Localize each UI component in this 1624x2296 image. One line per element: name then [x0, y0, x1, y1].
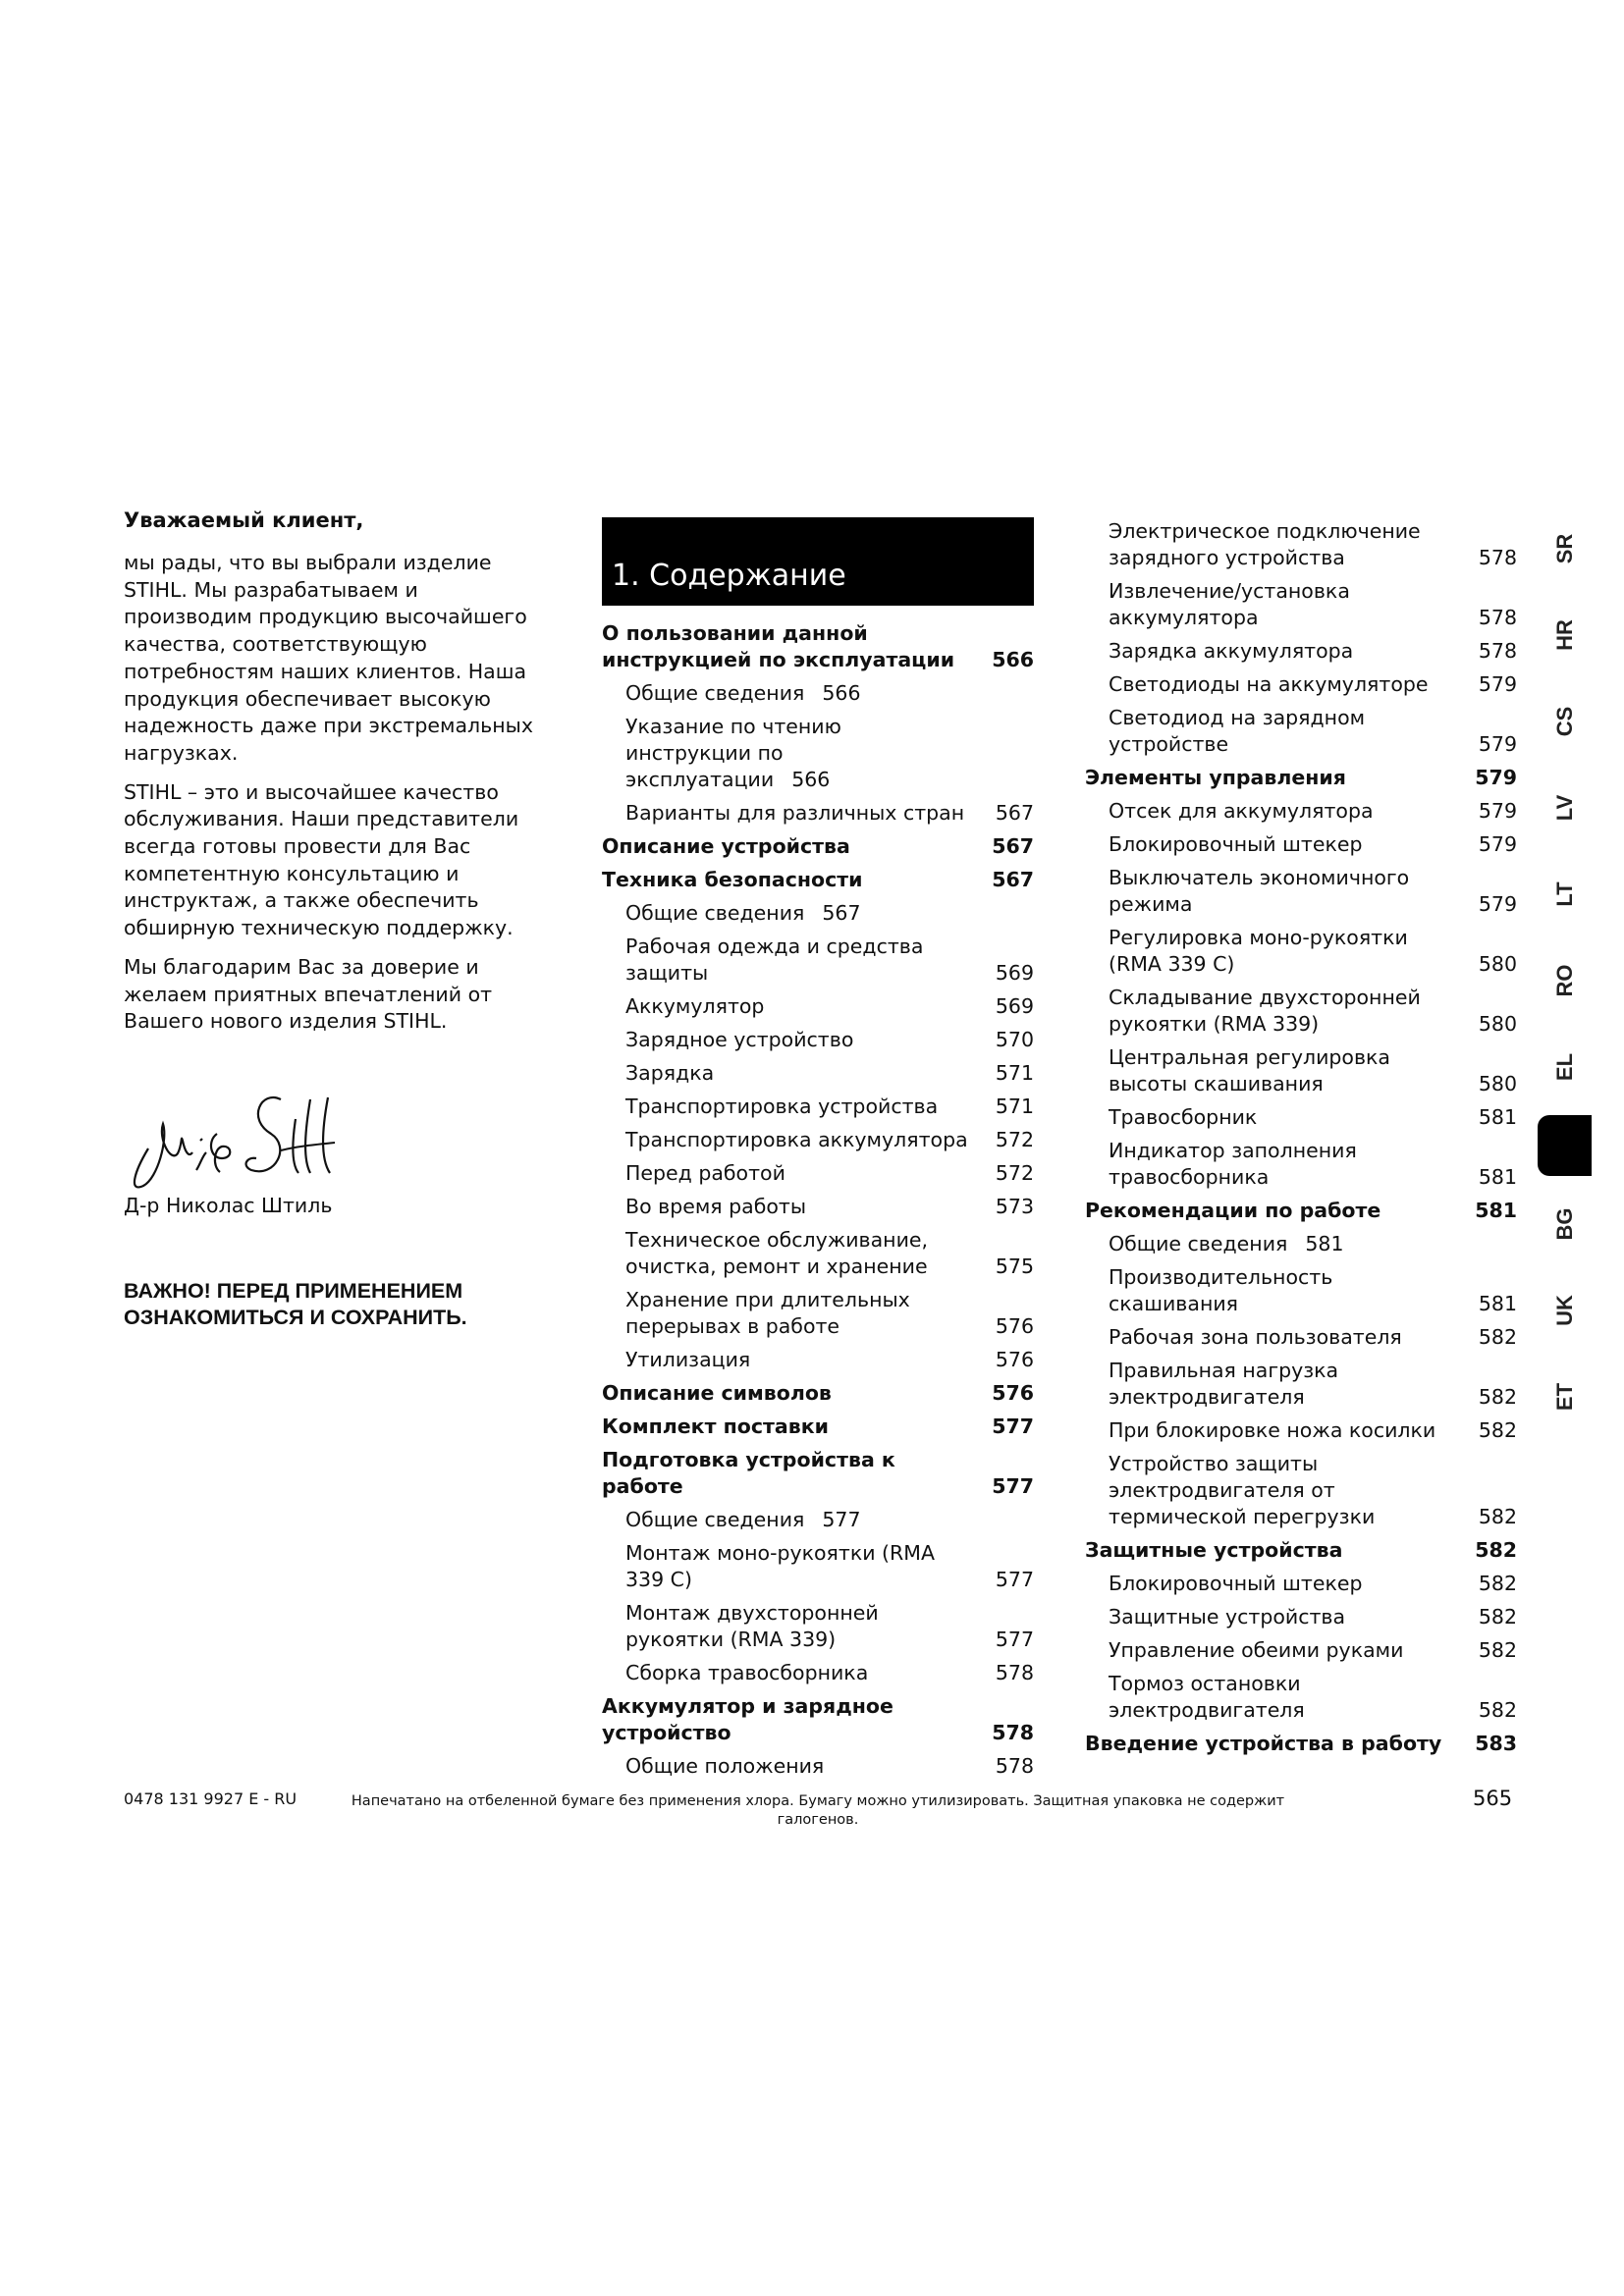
- toc-entry-title: Транспортировка аккумулятора: [625, 1128, 968, 1151]
- toc-subsection-entry[interactable]: [602, 993, 1034, 1020]
- toc-entry-page: 578: [1478, 606, 1517, 629]
- toc-entry-page: 582: [1478, 1325, 1517, 1349]
- toc-entry-title: Блокировочный штекер: [1109, 832, 1363, 856]
- toc-subsection-entry[interactable]: [1085, 1604, 1517, 1630]
- toc-subsection-entry[interactable]: [1085, 1671, 1517, 1724]
- language-tab-label: UK: [1551, 1295, 1577, 1326]
- toc-entry-page: 572: [995, 1128, 1034, 1151]
- toc-entry-page: 581: [1475, 1199, 1517, 1222]
- toc-subsection-entry[interactable]: [1085, 518, 1517, 571]
- toc-entry-title: Устройство защиты электродвигателя от термической перегрузки: [1109, 1452, 1376, 1528]
- toc-entry-title: Перед работой: [625, 1161, 785, 1185]
- toc-section-entry[interactable]: [602, 833, 1034, 860]
- language-tab-label: LV: [1551, 794, 1577, 822]
- toc-subsection-entry[interactable]: [1085, 1451, 1517, 1530]
- language-tab-label: LT: [1551, 881, 1577, 907]
- toc-entry-title: Регулировка моно-рукоятки (RMA 339 C): [1109, 926, 1408, 976]
- toc-section-entry[interactable]: [602, 1380, 1034, 1407]
- toc-entry-page: 575: [995, 1255, 1034, 1278]
- toc-entry-title: Общие положения: [625, 1754, 825, 1778]
- toc-section-entry[interactable]: [1085, 1731, 1517, 1757]
- toc-entry-page: 580: [1478, 1072, 1517, 1095]
- toc-subsection-entry[interactable]: [1085, 925, 1517, 978]
- toc-subsection-entry[interactable]: [1085, 705, 1517, 758]
- toc-subsection-entry[interactable]: [1085, 798, 1517, 825]
- toc-entry-page: 571: [995, 1061, 1034, 1085]
- toc-entry-title: Варианты для различных стран: [625, 801, 965, 825]
- toc-subsection-entry[interactable]: [602, 1660, 1034, 1686]
- toc-entry-title: Индикатор заполнения травосборника: [1109, 1139, 1357, 1189]
- toc-section-entry[interactable]: [602, 867, 1034, 893]
- toc-entry-page: 576: [995, 1314, 1034, 1338]
- toc-heading-bar: [602, 517, 1034, 606]
- toc-entry-page: 572: [995, 1161, 1034, 1185]
- language-tab-label: EL: [1551, 1052, 1577, 1082]
- toc-entry-page: 569: [995, 994, 1034, 1018]
- page-number: 565: [1473, 1787, 1513, 1810]
- welcome-letter: [124, 507, 536, 1047]
- toc-subsection-entry[interactable]: [602, 800, 1034, 827]
- toc-entry-title: Тормоз остановки электродвигателя: [1109, 1672, 1305, 1722]
- toc-entry-page: 566: [992, 648, 1034, 671]
- toc-entry-page: 582: [1478, 1418, 1517, 1442]
- toc-subsection-entry[interactable]: [1085, 1264, 1517, 1317]
- toc-entry-page: 578: [995, 1661, 1034, 1684]
- toc-subsection-entry[interactable]: [602, 1287, 1034, 1340]
- toc-subsection-entry[interactable]: [602, 1540, 1034, 1593]
- toc-section-entry[interactable]: [602, 620, 1034, 673]
- toc-section-entry[interactable]: [1085, 1537, 1517, 1564]
- toc-entry-page: 576: [995, 1348, 1034, 1371]
- footer-note: Напечатано на отбеленной бумаге без применения хлора. Бумагу можно утилизировать. Защитная упаковка не содержит галогенов.: [351, 1793, 1285, 1828]
- language-tab-cs[interactable]: [1538, 691, 1592, 752]
- toc-entry-title: Блокировочный штекер: [1109, 1572, 1363, 1595]
- handwritten-signature: [124, 1080, 350, 1198]
- letter-paragraph-2: STIHL – это и высочайшее качество обслуживания. Наши представители всегда готовы провести для Вас компетентную консультацию и инструктаж, а также обеспечить обширную техническую поддержку.: [124, 779, 519, 940]
- toc-entry-title: Светодиод на зарядном устройстве: [1109, 706, 1366, 756]
- toc-entry-page: 571: [995, 1095, 1034, 1118]
- language-tab-label: SR: [1551, 533, 1577, 564]
- toc-entry-title: Правильная нагрузка электродвигателя: [1109, 1359, 1339, 1409]
- toc-entry-page: 578: [995, 1754, 1034, 1778]
- toc-entry-page: 576: [992, 1381, 1034, 1405]
- language-tab-hr[interactable]: [1538, 605, 1592, 666]
- toc-entry-page: 573: [995, 1195, 1034, 1218]
- toc-entry-page: 582: [1478, 1385, 1517, 1409]
- language-tab-bg[interactable]: [1538, 1194, 1592, 1255]
- toc-entry-page: 569: [995, 961, 1034, 985]
- toc-entry-title: Защитные устройства: [1109, 1605, 1346, 1629]
- toc-entry-title: Общие сведения: [625, 901, 805, 925]
- toc-entry-page: 567: [995, 801, 1034, 825]
- toc-entry-page: 578: [1478, 639, 1517, 663]
- toc-entry-page: 566: [791, 768, 831, 791]
- toc-entry-page: 581: [1305, 1232, 1344, 1255]
- language-tab-lv[interactable]: [1538, 777, 1592, 838]
- toc-entry-page: 577: [995, 1628, 1034, 1651]
- toc-entry-title: О пользовании данной инструкцией по эксплуатации: [602, 621, 955, 671]
- toc-entry-title: Описание символов: [602, 1381, 832, 1405]
- toc-subsection-entry[interactable]: [602, 714, 1034, 793]
- toc-entry-page: 570: [995, 1028, 1034, 1051]
- toc-subsection-entry[interactable]: [1085, 1231, 1517, 1257]
- toc-entry-page: 567: [822, 901, 861, 925]
- toc-subsection-entry[interactable]: [1085, 831, 1517, 858]
- toc-subsection-entry[interactable]: [602, 1060, 1034, 1087]
- toc-entry-title: Техника безопасности: [602, 868, 863, 891]
- toc-subsection-entry[interactable]: [1085, 1637, 1517, 1664]
- toc-subsection-entry[interactable]: [602, 1194, 1034, 1220]
- toc-subsection-entry[interactable]: [602, 1160, 1034, 1187]
- toc-entry-page: 582: [1478, 1638, 1517, 1662]
- toc-subsection-entry[interactable]: [1085, 671, 1517, 698]
- language-tab-label: ET: [1551, 1382, 1577, 1412]
- toc-entry-page: 582: [1478, 1505, 1517, 1528]
- toc-subsection-entry[interactable]: [1085, 1417, 1517, 1444]
- toc-subsection-entry[interactable]: [1085, 1138, 1517, 1191]
- toc-subsection-entry[interactable]: [602, 1753, 1034, 1780]
- language-tab-lt[interactable]: [1538, 864, 1592, 925]
- toc-entry-title: Рабочая зона пользователя: [1109, 1325, 1402, 1349]
- toc-column-right: [1085, 518, 1517, 1764]
- toc-entry-title: Отсек для аккумулятора: [1109, 799, 1374, 823]
- toc-entry-title: Описание устройства: [602, 834, 850, 858]
- toc-subsection-entry[interactable]: [1085, 578, 1517, 631]
- language-tab-label: CS: [1551, 706, 1577, 737]
- greeting-title: Уважаемый клиент,: [124, 508, 364, 532]
- toc-entry-title: Производительность скашивания: [1109, 1265, 1333, 1315]
- toc-entry-page: 566: [822, 681, 861, 705]
- important-notice: ВАЖНО! ПЕРЕД ПРИМЕНЕНИЕМ ОЗНАКОМИТЬСЯ И СОХРАНИТЬ.: [124, 1279, 467, 1329]
- toc-entry-title: Утилизация: [625, 1348, 751, 1371]
- toc-section-entry[interactable]: [602, 1414, 1034, 1440]
- toc-entry-page: 581: [1478, 1292, 1517, 1315]
- toc-entry-title: Светодиоды на аккумуляторе: [1109, 672, 1429, 696]
- toc-entry-page: 582: [1475, 1538, 1517, 1562]
- toc-entry-title: Извлечение/установка аккумулятора: [1109, 579, 1350, 629]
- toc-entry-page: 579: [1478, 799, 1517, 823]
- toc-entry-page: 579: [1478, 892, 1517, 916]
- toc-entry-title: Элементы управления: [1085, 766, 1346, 789]
- toc-entry-page: 578: [992, 1721, 1034, 1744]
- letter-paragraph-3: Мы благодарим Вас за доверие и желаем приятных впечатлений от Вашего нового изделия STIHL.: [124, 954, 493, 1034]
- toc-entry-page: 577: [822, 1508, 861, 1531]
- toc-entry-title: Электрическое подключение зарядного устройства: [1109, 519, 1421, 569]
- signature-name: Д-р Николас Штиль: [124, 1194, 333, 1217]
- language-tab-et[interactable]: [1538, 1366, 1592, 1427]
- toc-entry-title: Рекомендации по работе: [1085, 1199, 1381, 1222]
- toc-entry-page: 577: [995, 1568, 1034, 1591]
- toc-entry-title: Указание по чтению инструкции по эксплуатации: [625, 715, 841, 791]
- document-code: 0478 131 9927 E - RU: [124, 1789, 298, 1808]
- toc-entry-page: 577: [992, 1474, 1034, 1498]
- toc-subsection-entry[interactable]: [602, 1347, 1034, 1373]
- toc-entry-title: Зарядка: [625, 1061, 715, 1085]
- toc-subsection-entry[interactable]: [602, 934, 1034, 987]
- language-tab-active[interactable]: [1538, 1115, 1592, 1176]
- toc-subsection-entry[interactable]: [602, 1094, 1034, 1120]
- toc-subsection-entry[interactable]: [602, 1027, 1034, 1053]
- toc-entry-page: 582: [1478, 1605, 1517, 1629]
- toc-entry-title: Сборка травосборника: [625, 1661, 869, 1684]
- toc-entry-title: Выключатель экономичного режима: [1109, 866, 1410, 916]
- toc-subsection-entry[interactable]: [602, 900, 1034, 927]
- toc-entry-title: Складывание двухсторонней рукоятки (RMA 339): [1109, 986, 1421, 1036]
- toc-section-entry[interactable]: [1085, 1198, 1517, 1224]
- language-tab-el[interactable]: [1538, 1037, 1592, 1097]
- toc-subsection-entry[interactable]: [1085, 638, 1517, 665]
- toc-section-entry[interactable]: [602, 1693, 1034, 1746]
- letter-paragraph-1: мы рады, что вы выбрали изделие STIHL. Мы разрабатываем и производим продукцию высочайшего качества, соответствующую потребностям наших клиентов. Наша продукция обеспечивает высокую надежность даже при экстремальных нагрузках.: [124, 551, 533, 765]
- toc-entry-page: 567: [992, 868, 1034, 891]
- toc-entry-title: При блокировке ножа косилки: [1109, 1418, 1436, 1442]
- language-tab-label: RO: [1551, 964, 1577, 997]
- toc-entry-page: 567: [992, 834, 1034, 858]
- toc-entry-page: 579: [1475, 766, 1517, 789]
- toc-entry-title: Центральная регулировка высоты скашивания: [1109, 1045, 1390, 1095]
- toc-entry-title: Зарядное устройство: [625, 1028, 854, 1051]
- toc-entry-page: 579: [1478, 672, 1517, 696]
- language-tab-label: BG: [1551, 1207, 1577, 1241]
- toc-subsection-entry[interactable]: [1085, 1044, 1517, 1097]
- toc-subsection-entry[interactable]: [1085, 1324, 1517, 1351]
- toc-entry-page: 577: [992, 1415, 1034, 1438]
- toc-entry-title: Аккумулятор: [625, 994, 765, 1018]
- toc-entry-page: 580: [1478, 1012, 1517, 1036]
- toc-section-entry[interactable]: [602, 1447, 1034, 1500]
- toc-entry-page: 583: [1475, 1732, 1517, 1755]
- toc-entry-title: Рабочая одежда и средства защиты: [625, 934, 924, 985]
- toc-heading: 1. Содержание: [612, 559, 846, 593]
- toc-subsection-entry[interactable]: [1085, 1571, 1517, 1597]
- toc-entry-title: Общие сведения: [1109, 1232, 1288, 1255]
- toc-entry-title: Защитные устройства: [1085, 1538, 1343, 1562]
- toc-subsection-entry[interactable]: [602, 1227, 1034, 1280]
- toc-entry-page: 581: [1478, 1165, 1517, 1189]
- toc-subsection-entry[interactable]: [1085, 1358, 1517, 1411]
- toc-column-middle: [602, 620, 1034, 1787]
- toc-entry-title: Комплект поставки: [602, 1415, 829, 1438]
- language-tab-ro[interactable]: [1538, 950, 1592, 1011]
- toc-entry-page: 578: [1478, 546, 1517, 569]
- toc-entry-page: 582: [1478, 1572, 1517, 1595]
- toc-entry-title: Подготовка устройства к работе: [602, 1448, 895, 1498]
- toc-entry-title: Общие сведения: [625, 681, 805, 705]
- language-tab-label: HR: [1551, 619, 1577, 651]
- toc-entry-page: 579: [1478, 832, 1517, 856]
- toc-subsection-entry[interactable]: [602, 1507, 1034, 1533]
- toc-entry-title: Хранение при длительных перерывах в работе: [625, 1288, 910, 1338]
- toc-entry-title: Травосборник: [1109, 1105, 1258, 1129]
- toc-entry-title: Аккумулятор и зарядное устройство: [602, 1694, 893, 1744]
- toc-entry-page: 579: [1478, 732, 1517, 756]
- language-tab-uk[interactable]: [1538, 1280, 1592, 1341]
- toc-section-entry[interactable]: [1085, 765, 1517, 791]
- toc-entry-page: 581: [1478, 1105, 1517, 1129]
- toc-entry-title: Управление обеими руками: [1109, 1638, 1404, 1662]
- toc-entry-title: Во время работы: [625, 1195, 807, 1218]
- toc-subsection-entry[interactable]: [1085, 1104, 1517, 1131]
- toc-entry-page: 582: [1478, 1698, 1517, 1722]
- toc-subsection-entry[interactable]: [602, 680, 1034, 707]
- toc-entry-title: Общие сведения: [625, 1508, 805, 1531]
- toc-entry-title: Техническое обслуживание, очистка, ремонт и хранение: [625, 1228, 929, 1278]
- language-tab-sr[interactable]: [1538, 518, 1592, 579]
- toc-subsection-entry[interactable]: [602, 1127, 1034, 1153]
- toc-entry-page: 580: [1478, 952, 1517, 976]
- toc-entry-title: Транспортировка устройства: [625, 1095, 939, 1118]
- toc-subsection-entry[interactable]: [602, 1600, 1034, 1653]
- toc-entry-title: Монтаж двухсторонней рукоятки (RMA 339): [625, 1601, 879, 1651]
- toc-entry-title: Монтаж моно-рукоятки (RMA 339 C): [625, 1541, 935, 1591]
- toc-entry-title: Введение устройства в работу: [1085, 1732, 1442, 1755]
- toc-subsection-entry[interactable]: [1085, 865, 1517, 918]
- toc-subsection-entry[interactable]: [1085, 985, 1517, 1038]
- toc-entry-title: Зарядка аккумулятора: [1109, 639, 1354, 663]
